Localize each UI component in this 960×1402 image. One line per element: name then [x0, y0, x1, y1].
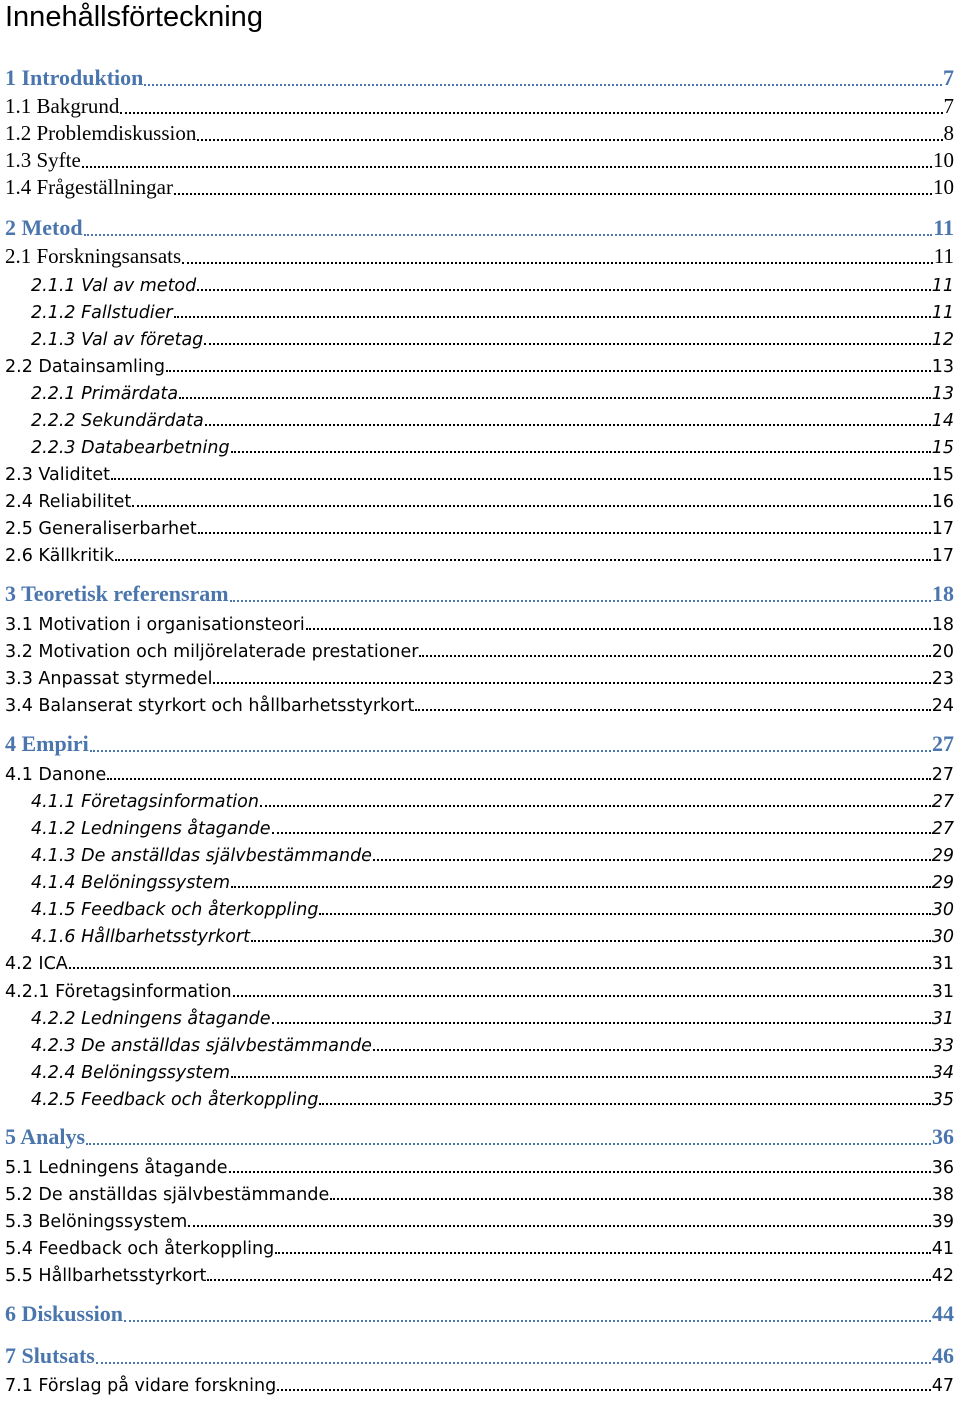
toc-page-number: 47 [931, 1376, 954, 1396]
toc-entry[interactable] [5, 608, 954, 635]
toc-entry-text: Fallstudier [81, 303, 173, 323]
dot-leader [275, 1252, 931, 1254]
toc-page-number: 20 [931, 642, 954, 662]
toc-entry[interactable] [31, 431, 954, 458]
toc-entry[interactable] [31, 404, 954, 431]
toc-entry-text: Företagsinformation [81, 792, 259, 812]
toc-entry[interactable] [5, 1300, 954, 1327]
toc-entry[interactable] [31, 920, 954, 947]
toc-entry-label [5, 1158, 228, 1178]
toc-entry[interactable] [5, 119, 954, 146]
toc-entry-text: Datainsamling [38, 357, 165, 377]
toc-entry-label [5, 954, 68, 974]
toc-entry-number: 3.1 [5, 615, 33, 635]
toc-page-number: 23 [931, 669, 954, 689]
toc-entry-label [31, 927, 250, 947]
dot-leader [251, 940, 931, 942]
toc-entry[interactable] [31, 269, 954, 296]
toc-entry[interactable] [31, 893, 954, 920]
toc-entry[interactable] [31, 812, 954, 839]
toc-page-number: 14 [931, 411, 954, 431]
toc-entry-text: Databearbetning [81, 438, 230, 458]
toc-entry[interactable] [5, 1205, 954, 1232]
toc-entry-text: Bakgrund [36, 94, 120, 118]
dot-leader [231, 451, 931, 453]
toc-entry-label [31, 1090, 318, 1110]
dot-leader [90, 750, 931, 752]
toc-entry-text: De anställdas självbestämmande [81, 1036, 372, 1056]
toc-entry-label [5, 121, 196, 146]
toc-entry-label [5, 1239, 274, 1259]
toc-entry[interactable] [5, 1342, 954, 1369]
dot-leader [373, 1049, 931, 1051]
toc-page-number: 7 [943, 65, 954, 90]
dot-leader [82, 166, 932, 168]
toc-page-number: 42 [931, 1266, 954, 1286]
toc-entry-label [5, 581, 229, 607]
dot-leader [84, 234, 933, 236]
toc-entry-number: 2.2 [5, 357, 33, 377]
toc-entry[interactable] [5, 635, 954, 662]
toc-entry-text: Anpassat styrmedel [38, 669, 213, 689]
toc-entry-number: 4.2.1 [5, 982, 50, 1002]
toc-page-number: 44 [932, 1301, 954, 1326]
toc-page-number: 46 [932, 1343, 954, 1368]
toc-entry-number: 1.4 [5, 175, 32, 199]
toc-page-number: 38 [931, 1185, 954, 1205]
toc-entry-number: 5.1 [5, 1158, 33, 1178]
toc-entry-text: Analys [20, 1124, 86, 1149]
toc-entry-label [31, 303, 173, 323]
toc-entry-label [31, 1036, 372, 1056]
toc-entry[interactable] [5, 146, 954, 173]
toc-entry-text: Diskussion [21, 1301, 124, 1326]
toc-page-number: 29 [931, 873, 954, 893]
toc-entry-text: Ledningens åtagande [81, 1009, 271, 1029]
dot-leader [260, 805, 931, 807]
toc-entry-number: 2 [5, 215, 16, 240]
toc-entry-number: 5 [5, 1124, 16, 1149]
toc-entry-number: 2.5 [5, 519, 33, 539]
toc-entry[interactable] [5, 730, 954, 757]
toc-entry[interactable] [5, 580, 954, 607]
toc-page-number: 11 [933, 244, 954, 268]
toc-entry-text: Introduktion [21, 65, 144, 90]
toc-entry-number: 4.1.6 [31, 927, 76, 947]
toc-entry-label [5, 615, 305, 635]
toc-entry[interactable] [5, 1178, 954, 1205]
toc-page-number: 13 [931, 357, 954, 377]
toc-entry-text: Källkritik [38, 546, 115, 566]
toc-page-number: 36 [932, 1124, 954, 1149]
toc-entry-text: Danone [38, 765, 107, 785]
toc-entry-label [5, 642, 418, 662]
toc-entry-label [5, 1185, 329, 1205]
toc-entry-text: Hållbarhetsstyrkort [38, 1266, 207, 1286]
toc-entry-text: De anställdas självbestämmande [38, 1185, 330, 1205]
toc-entry-number: 4.2.2 [31, 1009, 76, 1029]
dot-leader [107, 778, 930, 780]
toc-entry-label [5, 94, 119, 119]
toc-page-number: 31 [931, 954, 954, 974]
toc-page-number: 11 [931, 276, 954, 296]
toc-entry-text: Balanserat styrkort och hållbarhetsstyrkort [38, 696, 415, 716]
toc-entry-number: 4.1.5 [31, 900, 76, 920]
toc-entry-label [5, 1124, 85, 1150]
toc-entry-text: Frågeställningar [36, 175, 173, 199]
toc-page-number: 12 [931, 330, 954, 350]
toc-entry-text: Motivation i organisationsteori [38, 615, 305, 635]
toc-entry-number: 5.5 [5, 1266, 33, 1286]
toc-entry-number: 2.3 [5, 465, 33, 485]
dot-leader [197, 139, 942, 141]
toc-page-number: 31 [931, 982, 954, 1002]
toc-entry[interactable] [5, 1369, 954, 1396]
dot-leader [124, 1320, 931, 1322]
toc-entry-number: 1.2 [5, 121, 32, 145]
toc-entry-text: ICA [38, 954, 68, 974]
toc-entry-text: Teoretisk referensram [21, 581, 229, 606]
dot-leader [306, 628, 931, 630]
toc-entry[interactable] [31, 866, 954, 893]
toc-page-number: 34 [931, 1063, 954, 1083]
toc-entry-label [5, 1343, 95, 1369]
toc-entry-label [31, 792, 259, 812]
toc-entry-number: 2.6 [5, 546, 33, 566]
toc-entry-text: Syfte [36, 148, 81, 172]
toc-entry[interactable] [31, 839, 954, 866]
toc-entry-label [31, 873, 230, 893]
toc-entry[interactable] [31, 1083, 954, 1110]
dot-leader [277, 1389, 931, 1391]
toc-page-number: 36 [931, 1158, 954, 1178]
toc-entry-number: 4.1.1 [31, 792, 76, 812]
dot-leader [174, 193, 932, 195]
toc-entry[interactable] [5, 214, 954, 241]
toc-entry[interactable] [31, 1002, 954, 1029]
toc-entry-text: Förslag på vidare forskning [38, 1376, 277, 1396]
toc-entry-label [31, 330, 203, 350]
toc-entry-number: 5.3 [5, 1212, 33, 1232]
toc-page-number: 17 [931, 546, 954, 566]
toc-entry-label [5, 519, 197, 539]
dot-leader [233, 995, 931, 997]
toc-page-number: 18 [932, 581, 954, 606]
toc-entry-text: De anställdas självbestämmande [81, 846, 372, 866]
toc-entry-label [31, 900, 318, 920]
dot-leader [207, 1279, 930, 1281]
toc-entry-number: 4.1 [5, 765, 33, 785]
page-title: Innehållsförteckning [5, 1, 263, 33]
toc-entry-number: 1.3 [5, 148, 32, 172]
toc-entry-text: Generaliserbarhet [38, 519, 197, 539]
toc-entry-label [31, 384, 178, 404]
toc-entry-label [5, 731, 89, 757]
toc-entry-text: Feedback och återkoppling [38, 1239, 275, 1259]
dot-leader [197, 289, 930, 291]
dot-leader [330, 1198, 930, 1200]
toc-entry-text: Problemdiskussion [36, 121, 197, 145]
toc-entry[interactable] [5, 1123, 954, 1150]
toc-entry[interactable] [31, 296, 954, 323]
toc-entry-number: 7.1 [5, 1376, 33, 1396]
toc-page-number: 39 [931, 1212, 954, 1232]
toc-page-number: 27 [931, 792, 954, 812]
toc-entry-text: Validitet [38, 465, 110, 485]
toc-entry-number: 3 [5, 581, 16, 606]
toc-entry-text: Företagsinformation [55, 982, 232, 1002]
toc-entry-label [31, 846, 372, 866]
toc-entry-number: 5.4 [5, 1239, 33, 1259]
dot-leader [166, 370, 931, 372]
toc-entry-label [5, 215, 83, 241]
dot-leader [96, 1362, 931, 1364]
toc-entry-number: 4.2.4 [31, 1063, 76, 1083]
toc-entry-text: Forskningsansats [36, 244, 182, 268]
toc-entry-label [5, 982, 232, 1002]
toc-entry[interactable] [5, 947, 954, 974]
dot-leader [419, 655, 930, 657]
toc-page-number: 27 [932, 731, 954, 756]
toc-entry-number: 4.1.4 [31, 873, 76, 893]
dot-leader [115, 559, 931, 561]
dot-leader [179, 397, 931, 399]
toc-entry-text: Metod [21, 215, 83, 240]
toc-entry-label [31, 438, 230, 458]
dot-leader [182, 262, 933, 264]
toc-entry[interactable] [31, 323, 954, 350]
dot-leader [69, 967, 931, 969]
dot-leader [188, 1225, 930, 1227]
toc-entry-label [31, 1009, 271, 1029]
toc-entry-label [5, 244, 181, 269]
dot-leader [86, 1143, 931, 1145]
toc-entry-text: Feedback och återkoppling [81, 1090, 319, 1110]
toc-entry-label [5, 465, 110, 485]
toc-entry-number: 3.3 [5, 669, 33, 689]
toc-entry-number: 5.2 [5, 1185, 33, 1205]
toc-entry-number: 1.1 [5, 94, 32, 118]
toc-entry[interactable] [31, 377, 954, 404]
toc-page-number: 29 [931, 846, 954, 866]
toc-entry[interactable] [31, 1056, 954, 1083]
toc-page-number: 15 [931, 438, 954, 458]
toc-page-number: 15 [931, 465, 954, 485]
dot-leader [229, 1171, 931, 1173]
toc-page-number: 30 [931, 927, 954, 947]
toc-entry-label [5, 765, 106, 785]
toc-entry[interactable] [5, 485, 954, 512]
toc-entry-number: 2.4 [5, 492, 33, 512]
dot-leader [213, 682, 930, 684]
toc-entry-text: Slutsats [21, 1343, 95, 1368]
toc-entry-text: Feedback och återkoppling [81, 900, 319, 920]
dot-leader [230, 600, 931, 602]
toc-entry-text: Belöningssystem [81, 1063, 230, 1083]
toc-page-number: 8 [943, 121, 954, 145]
toc-entry-label [5, 1266, 206, 1286]
toc-entry-label [5, 1212, 187, 1232]
dot-leader [205, 424, 931, 426]
dot-leader [319, 913, 930, 915]
toc-entry[interactable] [5, 758, 954, 785]
toc-entry-number: 4.1.3 [31, 846, 76, 866]
toc-entry[interactable] [5, 458, 954, 485]
toc-entry-text: Belöningssystem [38, 1212, 188, 1232]
toc-entry-number: 3.4 [5, 696, 33, 716]
dot-leader [272, 832, 931, 834]
toc-entry[interactable] [5, 1259, 954, 1286]
toc-page-number: 10 [933, 148, 954, 172]
toc-entry-text: Primärdata [81, 384, 179, 404]
toc-entry-label [5, 65, 143, 91]
toc-page-number: 33 [931, 1036, 954, 1056]
toc-entry[interactable] [5, 1151, 954, 1178]
dot-leader [415, 709, 930, 711]
toc-entry-number: 4.2 [5, 954, 33, 974]
toc-entry-number: 2.1.2 [31, 303, 76, 323]
toc-entry[interactable] [5, 689, 954, 716]
toc-entry-label [31, 411, 204, 431]
toc-page-number: 13 [931, 384, 954, 404]
toc-entry[interactable] [5, 975, 954, 1002]
toc-page-number: 35 [931, 1090, 954, 1110]
dot-leader [144, 84, 942, 86]
toc-entry-text: Ledningens åtagande [38, 1158, 228, 1178]
toc-entry-number: 4.2.5 [31, 1090, 76, 1110]
toc-entry-number: 2.2.3 [31, 438, 76, 458]
toc-entry-label [5, 357, 165, 377]
dot-leader [272, 1022, 931, 1024]
toc-entry-number: 4 [5, 731, 16, 756]
toc-entry-number: 1 [5, 65, 16, 90]
toc-page-number: 10 [933, 175, 954, 199]
dot-leader [319, 1103, 930, 1105]
toc-entry-text: Val av företag [81, 330, 204, 350]
toc-entry-number: 4.2.3 [31, 1036, 76, 1056]
toc-entry[interactable] [5, 1232, 954, 1259]
toc-entry-label [5, 669, 212, 689]
toc-entry-label [5, 492, 131, 512]
toc-page-number: 30 [931, 900, 954, 920]
toc-entry-text: Motivation och miljörelaterade prestationer [38, 642, 419, 662]
toc-page-number: 16 [931, 492, 954, 512]
toc-entry-label [31, 819, 271, 839]
dot-leader [231, 886, 931, 888]
toc-entry-text: Reliabilitet [38, 492, 132, 512]
toc-entry[interactable] [31, 785, 954, 812]
toc-entry[interactable] [5, 173, 954, 200]
toc-entry-number: 2.1.1 [31, 276, 76, 296]
toc-entry[interactable] [5, 512, 954, 539]
toc-page-number: 27 [931, 765, 954, 785]
toc-entry[interactable] [31, 1029, 954, 1056]
toc-entry-text: Sekundärdata [81, 411, 204, 431]
toc-entry-number: 2.1 [5, 244, 32, 268]
toc-entry-label [5, 175, 173, 200]
toc-entry[interactable] [5, 350, 954, 377]
dot-leader [231, 1076, 931, 1078]
dot-leader [120, 112, 942, 114]
toc-entry[interactable] [5, 92, 954, 119]
toc-entry-number: 2.1.3 [31, 330, 76, 350]
dot-leader [373, 859, 931, 861]
toc-entry-label [31, 1063, 230, 1083]
dot-leader [174, 316, 931, 318]
toc-page-number: 24 [931, 696, 954, 716]
toc-entry-label [5, 696, 414, 716]
toc-entry[interactable] [5, 662, 954, 689]
toc-page-number: 11 [933, 215, 954, 240]
toc-page-number: 18 [931, 615, 954, 635]
toc-entry[interactable] [5, 242, 954, 269]
dot-leader [111, 478, 931, 480]
toc-entry-number: 4.1.2 [31, 819, 76, 839]
toc-entry-label [5, 148, 81, 173]
toc-page-number: 41 [931, 1239, 954, 1259]
toc-entry-text: Belöningssystem [81, 873, 230, 893]
toc-page-number: 7 [943, 94, 954, 118]
toc-entry-text: Val av metod [81, 276, 197, 296]
toc-entry-number: 6 [5, 1301, 16, 1326]
toc-entry-label [5, 1376, 276, 1396]
toc-entry-label [5, 1301, 123, 1327]
toc-entry-label [5, 546, 114, 566]
toc-page-number: 17 [931, 519, 954, 539]
toc-entry-number: 2.2.2 [31, 411, 76, 431]
toc-entry-number: 3.2 [5, 642, 33, 662]
toc-page-number: 27 [931, 819, 954, 839]
dot-leader [204, 343, 930, 345]
toc-entry-text: Hållbarhetsstyrkort [81, 927, 251, 947]
toc-entry[interactable] [5, 539, 954, 566]
toc-entry-label [31, 276, 196, 296]
toc-entry-number: 7 [5, 1343, 16, 1368]
toc-entry-text: Empiri [21, 731, 89, 756]
dot-leader [132, 505, 931, 507]
dot-leader [198, 532, 931, 534]
toc-page-number: 11 [931, 303, 954, 323]
toc-entry-text: Ledningens åtagande [81, 819, 271, 839]
toc-page-number: 31 [931, 1009, 954, 1029]
toc-entry-number: 2.2.1 [31, 384, 76, 404]
toc-entry[interactable] [5, 64, 954, 91]
